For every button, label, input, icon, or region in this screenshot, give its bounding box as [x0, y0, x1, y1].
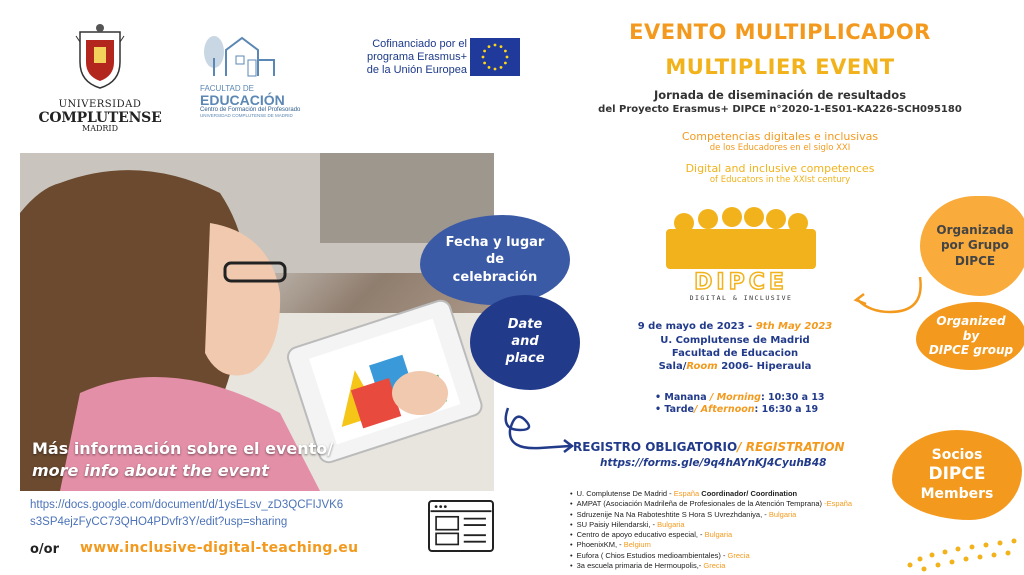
ucm-name-line-2: COMPLUTENSE [38, 109, 162, 126]
members-blob [892, 430, 1022, 520]
blob-fecha-line-2: de [485, 252, 505, 268]
docs-link[interactable] [30, 497, 430, 530]
event-date [605, 321, 865, 332]
eu-flag-icon [470, 38, 520, 76]
partner-name: Centro de apoyo educativo especial, - [576, 530, 703, 540]
dipce-wordmark: DIPCE [694, 270, 788, 295]
webpage-icon [428, 500, 494, 552]
partner-country: Belgium [621, 540, 651, 550]
partner-name: U. Complutense De Madrid - [576, 489, 672, 498]
partner-name: 3a escuela primaria de Hermoupolis,- [576, 561, 702, 571]
list-item [570, 499, 900, 509]
ucm-name-line-1: UNIVERSIDAD [58, 99, 142, 110]
competences-es-line-1: Competencias digitales e inclusivas [681, 130, 879, 143]
partner-country: -España [822, 499, 853, 509]
time2-value: : 16:30 a 19 [754, 404, 819, 415]
photo-child-tablet [20, 153, 494, 491]
blob-socios-line-1: Socios [931, 446, 983, 463]
blob-org-line-1: Organizada [936, 222, 1014, 237]
time-afternoon: • Tarde/ Afternoon: 16:30 a 19 [655, 404, 819, 415]
docs-link-line-1[interactable]: https://docs.google.com/document/d/1ysELsv_zD3QCFIJVK6 [30, 499, 344, 511]
place-faculty: Facultad de Educacion [671, 348, 799, 359]
partner-name: Eufora ( Chios Estudios medioambientales) - [576, 550, 726, 560]
list-item [570, 551, 900, 561]
registration-es: REGISTRO OBLIGATORIO [573, 440, 738, 454]
time2-es: Tarde [664, 404, 694, 415]
faculty-line-2: EDUCACIÓN [200, 92, 285, 108]
eu-text-line-2: programa Erasmus+ [367, 51, 467, 64]
place-university: U. Complutense de Madrid [660, 335, 810, 346]
list-item [570, 530, 900, 540]
organized-by-blob-en [916, 302, 1024, 370]
partner-name: SU Paisiy Hilendarski, - [576, 519, 655, 529]
docs-link-line-2[interactable]: s3SP4ejzFyCC73QHO4PDvfr3Y/edit?usp=sharing [30, 515, 288, 528]
partner-name: Sdruzenije Na Na Raboteshtite S Hora S Uvrezhdaniya, - [576, 509, 767, 519]
list-item [570, 510, 900, 520]
partner-name: AMPAT (Asociación Madrileña de Profesionales de la Atención Temprana) [576, 499, 823, 509]
partner-country: Grecia [725, 550, 750, 560]
date-place-blob-en [470, 295, 580, 390]
curly-arrow-icon [500, 400, 580, 460]
partners-list [570, 489, 900, 571]
more-info-en: more info about the event [32, 461, 269, 480]
jornada-subtitle: Jornada de diseminación de resultados [653, 88, 907, 102]
dipce-tagline: DIGITAL & INCLUSIVE [689, 294, 793, 302]
dots-decoration-icon [900, 515, 1024, 575]
blob-date-line-1: Date [507, 317, 543, 333]
partner-country: Bulgaria [766, 509, 797, 519]
competences-en-line-2: of Educators in the XXIst century [709, 175, 851, 185]
time1-value: : 10:30 a 13 [760, 392, 825, 403]
list-item [570, 489, 900, 499]
time1-en: / Morning [706, 392, 761, 403]
room-es: Sala/ [658, 361, 687, 372]
competences-es-line-2: de los Educadores en el siglo XXI [709, 143, 851, 153]
faculty-line-4: UNIVERSIDAD COMPLUTENSE DE MADRID [200, 113, 293, 118]
blob-orgby-line-3: DIPCE group [928, 343, 1014, 358]
ucm-name-line-3: MADRID [82, 124, 118, 134]
partner-country: Bulgaria [702, 530, 733, 540]
registration-en: / REGISTRATION [737, 440, 845, 454]
place-room [605, 361, 865, 372]
date-en: 9th May 2023 [755, 321, 833, 332]
faculty-line-3: Centro de Formación del Profesorado [200, 107, 301, 113]
blob-org-line-2: por Grupo [940, 238, 1010, 253]
eu-text-line-3: de la Unión Europea [366, 64, 467, 77]
blob-fecha-line-3: celebración [452, 269, 538, 285]
list-item [570, 520, 900, 530]
blob-socios-line-2: DIPCE [928, 464, 986, 485]
partner-country: España [671, 489, 700, 498]
blob-orgby-line-1: Organized [936, 314, 1006, 329]
orange-arrow-icon [850, 272, 925, 317]
building-icon [200, 30, 280, 78]
faculty-logo [200, 30, 330, 118]
ucm-crest-icon [70, 22, 130, 92]
organized-by-blob-es [920, 196, 1024, 296]
registration-link[interactable]: https://forms.gle/9q4hAYnKJ4CyuhB48 [600, 457, 827, 469]
partner-country: Grecia [701, 561, 726, 571]
room-en: Room [686, 361, 718, 372]
blob-date-line-2: and [511, 334, 539, 350]
blob-orgby-line-2: by [962, 328, 980, 343]
ucm-logo [30, 22, 170, 134]
faculty-line-1: FACULTAD DE [200, 84, 254, 93]
time1-es: Manana [664, 392, 707, 403]
blob-org-line-3: DIPCE [954, 253, 996, 268]
title-english: MULTIPLIER EVENT [665, 55, 895, 79]
blob-fecha-line-1: Fecha y lugar [445, 234, 545, 250]
list-item [570, 540, 900, 550]
partner-role: Coordinador/ Coordination [699, 489, 798, 498]
website-link[interactable]: www.inclusive-digital-teaching.eu [80, 540, 359, 556]
partner-country: Bulgaria [655, 519, 685, 529]
partner-name: PhoenixKM, - [576, 540, 622, 550]
eu-text-line-1: Cofinanciado por el [372, 38, 467, 50]
competences-en-line-1: Digital and inclusive competences [685, 162, 875, 175]
date-es: 9 de mayo de 2023 - [637, 321, 756, 332]
blob-socios-line-3: Members [920, 485, 994, 502]
title-spanish: EVENTO MULTIPLICADOR [629, 20, 931, 44]
room-number: 2006- Hiperaula [717, 361, 812, 372]
project-code: del Proyecto Erasmus+ DIPCE n°2020-1-ES01-KA226-SCH095180 [598, 104, 962, 115]
eu-cofunding-text [347, 38, 467, 78]
more-info-es: Más información sobre el evento/ [32, 439, 334, 458]
or-label: o/or [30, 542, 60, 557]
registration-title [573, 440, 845, 454]
blob-date-line-3: place [505, 350, 545, 366]
list-item [570, 561, 900, 571]
time2-en: / Afternoon [694, 404, 755, 415]
time-morning: • Manana / Morning: 10:30 a 13 [655, 392, 825, 403]
